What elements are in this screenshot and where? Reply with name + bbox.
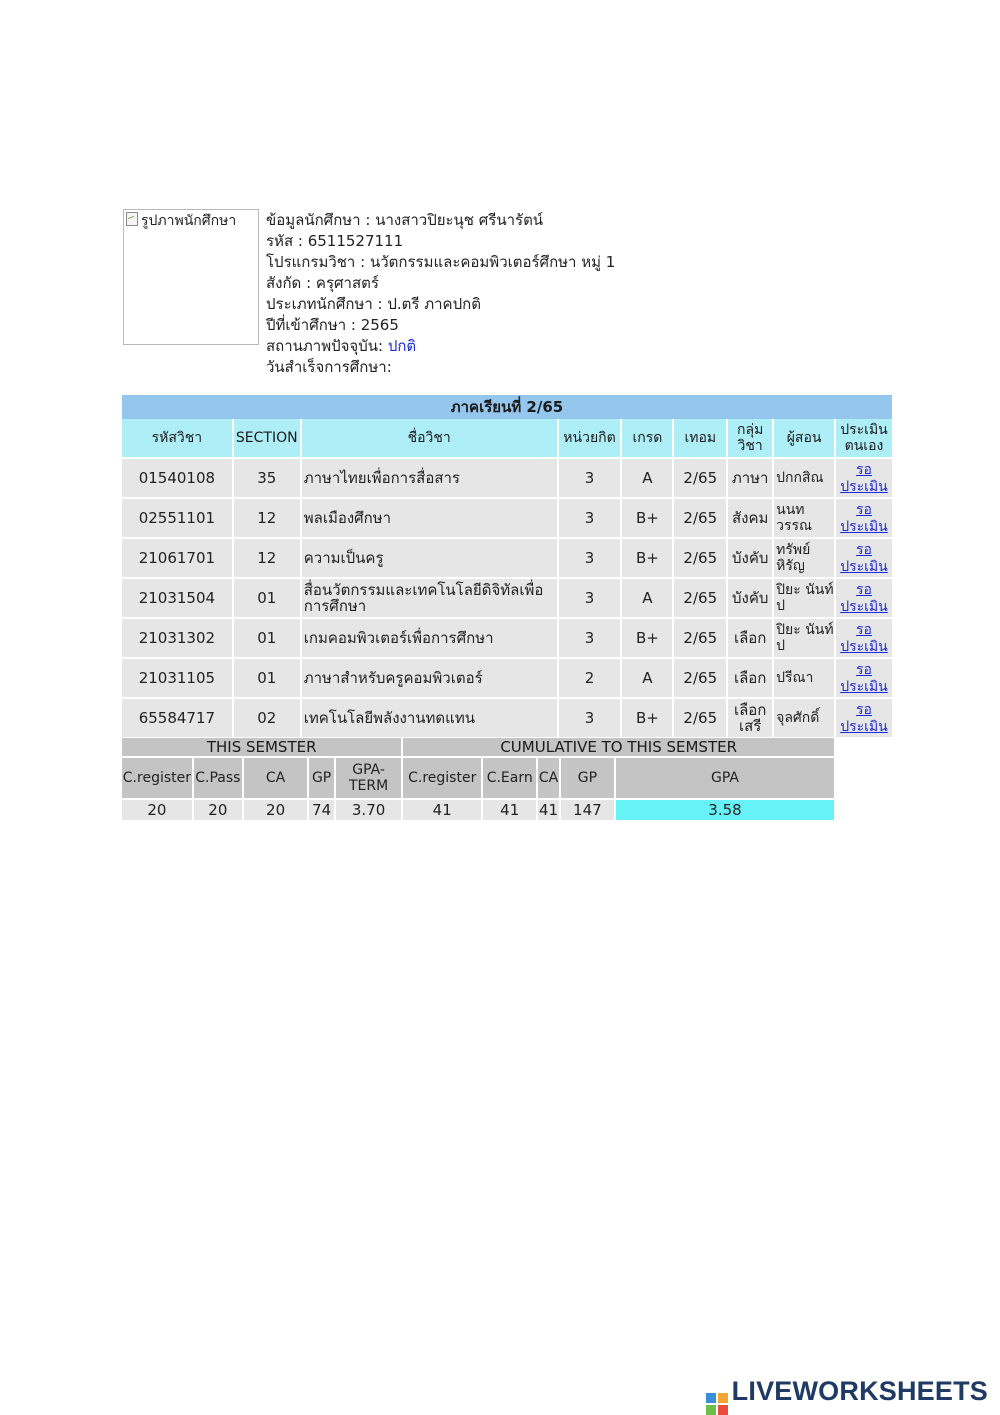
course-row [122, 577, 892, 617]
course-row [122, 457, 892, 497]
course-row [122, 617, 892, 657]
cum-ca-value: 41 [538, 798, 558, 820]
course-term: 2/65 [674, 537, 726, 577]
this-ca-header: CA [244, 756, 307, 798]
course-name: ภาษาไทยเพื่อการสื่อสาร [302, 457, 557, 497]
course-code: 21031504 [122, 577, 232, 617]
header-code: รหัสวิชา [122, 419, 232, 457]
course-name: พลเมืองศึกษา [302, 497, 557, 537]
course-teacher: ปรีณา [774, 657, 834, 697]
course-grade: A [622, 457, 672, 497]
faculty: ครุศาสตร์ [315, 274, 379, 292]
course-evaluate-cell [836, 657, 892, 697]
course-table-header [122, 419, 892, 457]
header-teacher: ผู้สอน [774, 419, 834, 457]
broken-image-icon [126, 212, 138, 226]
this-gp-header: GP [309, 756, 334, 798]
cum-gpa-header: GPA [616, 756, 834, 798]
course-evaluate-cell [836, 497, 892, 537]
course-credits: 3 [559, 697, 621, 737]
course-grade: B+ [622, 697, 672, 737]
entry-year-line: ปีที่เข้าศึกษา : 2565 [266, 316, 399, 334]
course-evaluate-cell [836, 457, 892, 497]
course-term: 2/65 [674, 617, 726, 657]
student-info-block [122, 208, 722, 388]
course-row [122, 697, 892, 737]
course-evaluate-cell [836, 617, 892, 657]
evaluate-link[interactable]: รอ ประเมิน [840, 462, 888, 495]
student-type-line: ประเภทนักศึกษา : ป.ตรี ภาคปกติ [266, 295, 481, 313]
entry-year: 2565 [360, 316, 399, 334]
evaluate-link[interactable]: รอ ประเมิน [840, 702, 888, 735]
this-c-pass-header: C.Pass [194, 756, 242, 798]
header-name: ชื่อวิชา [302, 419, 557, 457]
course-credits: 3 [559, 537, 621, 577]
course-code: 21031105 [122, 657, 232, 697]
student-id-line: รหัส : 6511527111 [266, 232, 404, 250]
header-section: SECTION [234, 419, 300, 457]
course-group: เลือก [728, 657, 772, 697]
course-term: 2/65 [674, 497, 726, 537]
course-term: 2/65 [674, 697, 726, 737]
graduation-line: วันสำเร็จการศึกษา: [266, 358, 392, 376]
cum-c-register-header: C.register [403, 756, 481, 798]
cumulative-label: CUMULATIVE TO THIS SEMSTER [403, 738, 834, 756]
this-ca-value: 20 [244, 798, 307, 820]
course-evaluate-cell [836, 577, 892, 617]
cum-gp-value: 147 [561, 798, 614, 820]
student-details [266, 210, 615, 378]
photo-alt-text: รูปภาพนักศึกษา [141, 213, 237, 229]
course-code: 02551101 [122, 497, 232, 537]
course-credits: 3 [559, 457, 621, 497]
cum-ca-header: CA [538, 756, 558, 798]
course-code: 21031302 [122, 617, 232, 657]
this-c-register-header: C.register [122, 756, 192, 798]
course-group: เลือก [728, 617, 772, 657]
course-table [120, 395, 894, 737]
cum-c-earn-value: 41 [483, 798, 536, 820]
header-term: เทอม [674, 419, 726, 457]
course-section: 01 [234, 617, 300, 657]
faculty-line: สังกัด : ครุศาสตร์ [266, 274, 379, 292]
course-row [122, 497, 892, 537]
course-evaluate-cell [836, 697, 892, 737]
course-term: 2/65 [674, 457, 726, 497]
course-evaluate-cell [836, 537, 892, 577]
course-term: 2/65 [674, 657, 726, 697]
course-section: 35 [234, 457, 300, 497]
header-credits: หน่วยกิต [559, 419, 621, 457]
status-line: สถานภาพปัจจุบัน: ปกติ [266, 337, 417, 355]
course-credits: 3 [559, 577, 621, 617]
program: นวัตกรรมและคอมพิวเตอร์ศึกษา หมู่ 1 [369, 253, 616, 271]
course-grade: A [622, 657, 672, 697]
header-group: กลุ่ม วิชา [728, 419, 772, 457]
course-teacher: ปิยะ นันท์ ป [774, 617, 834, 657]
course-group: บังคับ [728, 537, 772, 577]
this-gpa-term-value: 3.70 [336, 798, 401, 820]
course-credits: 3 [559, 617, 621, 657]
header-evaluate: ประเมิน ตนเอง [836, 419, 892, 457]
course-group: เลือก เสรี [728, 697, 772, 737]
student-name: นางสาวปิยะนุช ศรีนารัตน์ [375, 211, 544, 229]
course-name: ภาษาสำหรับครูคอมพิวเตอร์ [302, 657, 557, 697]
course-section: 12 [234, 537, 300, 577]
evaluate-link[interactable]: รอ ประเมิน [840, 542, 888, 575]
student-photo-placeholder [123, 209, 259, 345]
course-teacher: ทรัพย์ หิรัญ [774, 537, 834, 577]
course-name: สื่อนวัตกรรมและเทคโนโลยีดิจิทัลเพื่อการศึกษา [302, 577, 557, 617]
course-group: ภาษา [728, 457, 772, 497]
this-semester-label: THIS SEMSTER [122, 738, 401, 756]
course-grade: B+ [622, 537, 672, 577]
course-section: 12 [234, 497, 300, 537]
course-group: สังคม [728, 497, 772, 537]
cum-c-register-value: 41 [403, 798, 481, 820]
course-section: 02 [234, 697, 300, 737]
course-group: บังคับ [728, 577, 772, 617]
student-type: ป.ตรี ภาคปกติ [387, 295, 481, 313]
gpa-summary-table [120, 738, 836, 820]
course-section: 01 [234, 577, 300, 617]
evaluate-link[interactable]: รอ ประเมิน [840, 582, 888, 615]
course-grade: A [622, 577, 672, 617]
program-line: โปรแกรมวิชา : นวัตกรรมและคอมพิวเตอร์ศึกษา หมู่ 1 [266, 253, 616, 271]
student-id: 6511527111 [307, 232, 404, 250]
this-c-pass-value: 20 [194, 798, 242, 820]
course-row [122, 657, 892, 697]
header-grade: เกรด [622, 419, 672, 457]
course-section: 01 [234, 657, 300, 697]
this-gp-value: 74 [309, 798, 334, 820]
semester-title: ภาคเรียนที่ 2/65 [122, 395, 892, 419]
course-term: 2/65 [674, 577, 726, 617]
brand-text: LIVEWORKSHEETS [731, 1376, 988, 1406]
course-credits: 3 [559, 497, 621, 537]
evaluate-link[interactable]: รอ ประเมิน [840, 502, 888, 535]
course-name: เทคโนโลยีพลังงานทดแทน [302, 697, 557, 737]
course-name: ความเป็นครู [302, 537, 557, 577]
evaluate-link[interactable]: รอ ประเมิน [840, 662, 888, 695]
course-name: เกมคอมพิวเตอร์เพื่อการศึกษา [302, 617, 557, 657]
liveworksheets-brand [706, 1376, 988, 1415]
student-name-line: ข้อมูลนักศึกษา : นางสาวปิยะนุช ศรีนารัตน์ [266, 211, 544, 229]
this-gpa-term-header: GPA- TERM [336, 756, 401, 798]
status-value: ปกติ [387, 337, 417, 355]
course-teacher: จุลศักดิ์ [774, 697, 834, 737]
cum-gpa-value: 3.58 [616, 798, 834, 820]
course-credits: 2 [559, 657, 621, 697]
course-teacher: ปิยะ นันท์ ป [774, 577, 834, 617]
course-row [122, 537, 892, 577]
evaluate-link[interactable]: รอ ประเมิน [840, 622, 888, 655]
course-code: 21061701 [122, 537, 232, 577]
course-grade: B+ [622, 497, 672, 537]
liveworksheets-logo-icon [706, 1393, 728, 1415]
course-grade: B+ [622, 617, 672, 657]
cum-c-earn-header: C.Earn [483, 756, 536, 798]
course-teacher: นนท วรรณ [774, 497, 834, 537]
course-teacher: ปกกสิณ [774, 457, 834, 497]
course-code: 01540108 [122, 457, 232, 497]
this-c-register-value: 20 [122, 798, 192, 820]
cum-gp-header: GP [561, 756, 614, 798]
course-code: 65584717 [122, 697, 232, 737]
